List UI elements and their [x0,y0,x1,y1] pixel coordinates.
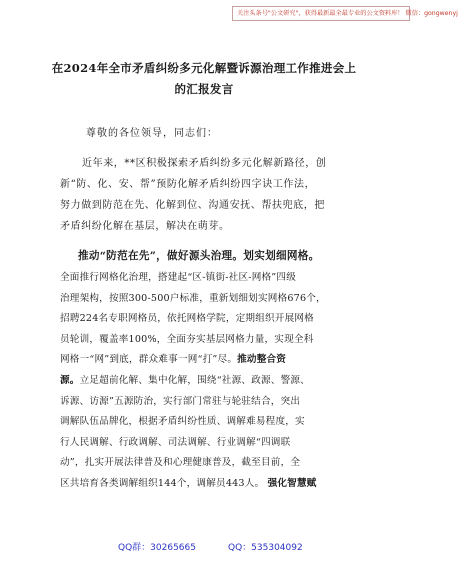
intro-line: 矛盾纠纷化解在基层，解决在萌芽。 [60,221,230,232]
body-line: 全面推行网格化治理，搭建起“区-镇街-社区-网格”四级 [60,272,296,283]
header-banner: 关注头条号"公文研究"，获得最新最全最专业的公文资料库！ 微信：gongwenyj [232,6,410,21]
body-line [60,371,360,392]
subheading-inline: 推动整合资 [237,354,287,366]
footer-qq-group: QQ群：30265665 [118,543,196,553]
section-heading: 推动“防范在先”，做好源头治理。划实划细网格。 [78,250,320,262]
intro-line: 努力做到防范在先、化解到位、沟通安抚、帮扶兜底，把 [60,200,325,211]
intro-line: 新“防、化、安、帮”预防化解矛盾纠纷四字诀工作法， [60,179,316,190]
body-line [60,474,360,495]
subheading-inline: 源。 [60,374,80,386]
subheading-inline: 强化智慧赋 [267,477,317,489]
salutation: 尊敬的各位领导，同志们： [86,128,218,139]
body-text: 区共培育各类调解组织144个，调解员443人。 [60,477,265,489]
body-line: 员轮训，覆盖率100%，全面夯实基层网格力量，实现全科 [60,333,314,345]
body-paragraph [60,268,360,495]
body-line: 动”，扎实开展法律普及和心理健康普及，截至目前，全 [60,457,301,469]
body-line [60,350,360,371]
body-line: 调解队伍品牌化，根据矛盾纠纷性质、调解难易程度，实 [60,416,305,428]
body-text: 网格一“网”到底，群众难事一网“打”尽。 [60,354,238,366]
body-line: 治理架构，按照300-500户标准，重新划细划实网格676个， [60,292,326,304]
document-title-line-2: 的汇报发言 [174,82,234,96]
document-title-line-1: 在2024年全市矛盾纠纷多元化解暨诉源治理工作推进会上 [51,61,357,75]
body-text: 立足超前化解、集中化解，围绕“社源、政源、警源、 [79,374,310,386]
body-line: 招聘224名专职网格员，依托网格学院，定期组织开展网格 [60,313,314,325]
footer-qq: QQ：535304092 [228,543,303,553]
body-line: 行人民调解、行政调解、司法调解、行业调解“四调联 [60,436,291,448]
intro-paragraph [60,153,356,237]
intro-line: 近年来，**区积极探索矛盾纠纷多元化解新路径，创 [82,158,327,169]
body-line: 诉源、访源”五源防治，实行部门常驻与轮驻结合，突出 [60,395,301,407]
